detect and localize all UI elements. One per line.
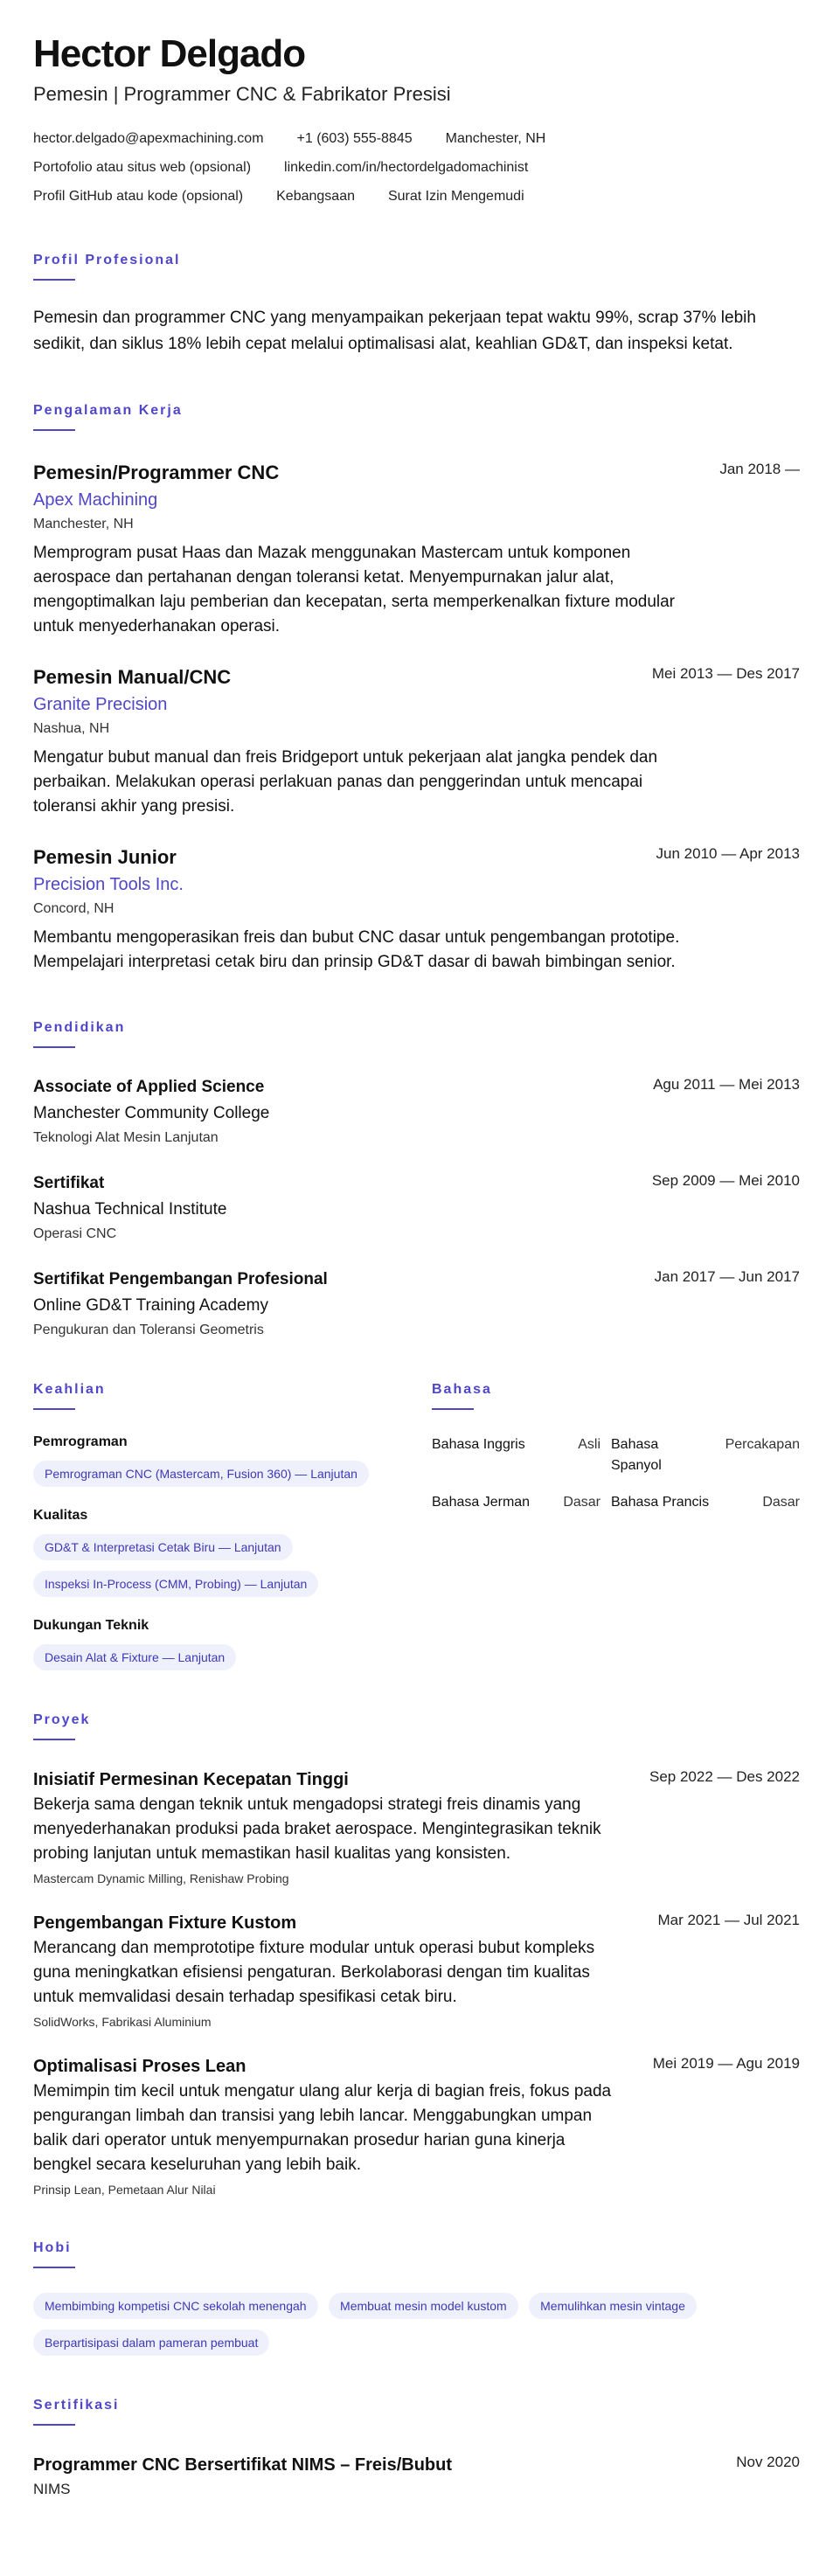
language-item bbox=[432, 1492, 611, 1513]
project-title: Inisiatif Permesinan Kecepatan Tinggi bbox=[33, 1770, 349, 1789]
project-entry bbox=[33, 1768, 800, 1887]
hobby-chip: Berpartisipasi dalam pameran pembuat bbox=[33, 2330, 269, 2356]
skill-chips bbox=[33, 1461, 432, 1487]
education-dates: Agu 2011 — Mei 2013 bbox=[653, 1076, 800, 1093]
language-name: Bahasa Prancis bbox=[611, 1495, 710, 1510]
job-entry bbox=[33, 845, 800, 975]
hobby-chips bbox=[33, 2282, 800, 2356]
language-level: Dasar bbox=[563, 1495, 600, 1510]
job-location: Nashua, NH bbox=[33, 721, 110, 736]
job-description: Membantu mengoperasikan freis dan bubut CNC dasar untuk pengembangan prototipe. Mempelajari interpretasi cetak biru dan prinsip GD&T dasar di bawah bimbingan senior. bbox=[33, 928, 680, 971]
education-field: Teknologi Alat Mesin Lanjutan bbox=[33, 1130, 219, 1145]
project-description: Merancang dan memprototipe fixture modular untuk operasi bubut kompleks guna meningkatkan efisiensi pengaturan. Berkolaborasi dengan tim kualitas untuk memvalidasi desain terhadap spesifikasi cetak biru. bbox=[33, 1939, 595, 2006]
education-dates: Jan 2017 — Jun 2017 bbox=[654, 1268, 800, 1285]
section-divider bbox=[33, 1046, 75, 1048]
hobbies-section bbox=[33, 2240, 800, 2356]
contact-email[interactable]: hector.delgado@apexmachining.com bbox=[33, 130, 264, 146]
contact-info bbox=[33, 124, 800, 211]
job-description: Mengatur bubut manual dan freis Bridgeport untuk pekerjaan alat jangka pendek dan perbaikan. Melakukan operasi perlakuan panas dan penggerindan untuk mencapai toleransi akhir yang presisi. bbox=[33, 748, 658, 816]
education-entry bbox=[33, 1268, 800, 1340]
education-school: Manchester Community College bbox=[33, 1104, 270, 1122]
projects-section bbox=[33, 1712, 800, 2198]
project-dates: Mei 2019 — Agu 2019 bbox=[652, 2055, 800, 2072]
project-technologies: Prinsip Lean, Pemetaan Alur Nilai bbox=[33, 2183, 216, 2197]
section-title-skills: Keahlian bbox=[33, 1382, 106, 1397]
contact-license: Surat Izin Mengemudi bbox=[387, 188, 524, 204]
summary-section bbox=[33, 253, 800, 358]
project-technologies: Mastercam Dynamic Milling, Renishaw Probing bbox=[33, 1871, 289, 1885]
section-divider bbox=[33, 279, 75, 281]
skill-chip: Inspeksi In-Process (CMM, Probing) — Lanjutan bbox=[33, 1571, 318, 1597]
language-name: Bahasa Inggris bbox=[432, 1437, 525, 1452]
section-title-projects: Proyek bbox=[33, 1712, 91, 1727]
section-title-certifications: Sertifikasi bbox=[33, 2398, 120, 2413]
skill-chip: Desain Alat & Fixture — Lanjutan bbox=[33, 1644, 236, 1670]
section-divider bbox=[432, 1408, 474, 1410]
skills-languages-row bbox=[33, 1382, 800, 1670]
hobby-chip: Membuat mesin model kustom bbox=[329, 2293, 518, 2319]
education-field: Operasi CNC bbox=[33, 1226, 117, 1241]
section-divider bbox=[33, 1739, 75, 1740]
certification-entry bbox=[33, 2454, 800, 2499]
certification-name: Programmer CNC Bersertifikat NIMS – Freis/Bubut bbox=[33, 2455, 453, 2475]
language-name: Bahasa Spanyol bbox=[611, 1437, 662, 1473]
section-divider bbox=[33, 1408, 75, 1410]
language-level: Asli bbox=[578, 1437, 600, 1452]
section-title-languages: Bahasa bbox=[432, 1382, 492, 1397]
job-description: Memprogram pusat Haas dan Mazak menggunakan Mastercam untuk komponen aerospace dan pertahanan dengan toleransi ketat. Menyempurnakan jalur alat, mengoptimalkan laju pemberian dan kecepatan, serta memperkenalkan fixture modular untuk menyederhanakan operasi. bbox=[33, 544, 676, 635]
languages-section bbox=[432, 1382, 800, 1670]
skill-category: Dukungan Teknik bbox=[33, 1618, 149, 1633]
job-dates: Jan 2018 — bbox=[719, 461, 800, 477]
language-level: Percakapan bbox=[725, 1437, 800, 1452]
job-dates: Jun 2010 — Apr 2013 bbox=[656, 845, 800, 862]
candidate-name: Hector Delgado bbox=[33, 32, 306, 75]
section-divider bbox=[33, 2267, 75, 2268]
language-item bbox=[611, 1492, 800, 1513]
skill-chips bbox=[33, 1644, 432, 1670]
section-divider bbox=[33, 2424, 75, 2426]
language-name: Bahasa Jerman bbox=[432, 1495, 531, 1510]
contact-linkedin[interactable]: linkedin.com/in/hectordelgadomachinist bbox=[284, 159, 529, 175]
project-description: Memimpin tim kecil untuk mengatur ulang alur kerja di bagian freis, fokus pada pengurangan limbah dan transisi yang lebih lancar. Menggabungkan umpan balik dari operator untuk menyempurnakan prosedur harian guna kinerja bengkel secara keseluruhan yang lebih baik. bbox=[33, 2082, 612, 2174]
resume-header bbox=[33, 33, 800, 211]
summary-text: Pemesin dan programmer CNC yang menyampaikan pekerjaan tepat waktu 99%, scrap 37% lebih sedikit, dan siklus 18% lebih cepat melalui optimalisasi alat, keahlian GD&T, dan inspeksi ketat. bbox=[33, 309, 756, 353]
project-dates: Mar 2021 — Jul 2021 bbox=[657, 1912, 800, 1928]
project-entry bbox=[33, 1912, 800, 2031]
project-description: Bekerja sama dengan teknik untuk mengadopsi strategi freis dinamis yang menyederhanakan produksi pada braket aerospace. Mengintegrasikan teknik probing lanjutan untuk memastikan hasil kualitas yang konsisten. bbox=[33, 1795, 601, 1863]
section-title-education: Pendidikan bbox=[33, 1020, 126, 1035]
skill-chips bbox=[33, 1534, 432, 1597]
candidate-headline: Pemesin | Programmer CNC & Fabrikator Presisi bbox=[33, 83, 451, 105]
contact-github[interactable]: Profil GitHub atau kode (opsional) bbox=[33, 188, 244, 204]
job-title: Pemesin/Programmer CNC bbox=[33, 462, 280, 483]
hobby-chip: Memulihkan mesin vintage bbox=[529, 2293, 697, 2319]
section-title-hobbies: Hobi bbox=[33, 2240, 72, 2255]
job-entry bbox=[33, 665, 800, 819]
job-company: Granite Precision bbox=[33, 695, 168, 714]
language-item bbox=[611, 1434, 800, 1476]
job-title: Pemesin Manual/CNC bbox=[33, 666, 232, 688]
skills-section bbox=[33, 1382, 432, 1670]
skill-chip: Pemrograman CNC (Mastercam, Fusion 360) — Lanjutan bbox=[33, 1461, 369, 1487]
job-entry bbox=[33, 461, 800, 639]
job-company: Precision Tools Inc. bbox=[33, 875, 184, 894]
job-company: Apex Machining bbox=[33, 490, 158, 510]
certification-issuer: NIMS bbox=[33, 2481, 71, 2497]
section-title-summary: Profil Profesional bbox=[33, 253, 181, 267]
education-field: Pengukuran dan Toleransi Geometris bbox=[33, 1323, 264, 1337]
education-section bbox=[33, 1020, 800, 1340]
contact-nationality: Kebangsaan bbox=[276, 188, 355, 204]
education-entry bbox=[33, 1076, 800, 1148]
skill-category: Kualitas bbox=[33, 1508, 88, 1523]
education-school: Nashua Technical Institute bbox=[33, 1200, 227, 1219]
education-dates: Sep 2009 — Mei 2010 bbox=[651, 1172, 800, 1189]
contact-location: Manchester, NH bbox=[445, 130, 546, 146]
project-technologies: SolidWorks, Fabrikasi Aluminium bbox=[33, 2015, 212, 2029]
section-divider bbox=[33, 429, 75, 431]
certification-date: Nov 2020 bbox=[736, 2454, 800, 2470]
project-entry bbox=[33, 2055, 800, 2198]
project-dates: Sep 2022 — Des 2022 bbox=[649, 1768, 800, 1785]
language-item bbox=[432, 1434, 611, 1476]
education-entry bbox=[33, 1172, 800, 1244]
contact-phone[interactable]: +1 (603) 555-8845 bbox=[296, 130, 413, 146]
job-title: Pemesin Junior bbox=[33, 846, 177, 868]
language-list bbox=[432, 1434, 800, 1513]
education-degree: Associate of Applied Science bbox=[33, 1078, 265, 1096]
skill-chip: GD&T & Interpretasi Cetak Biru — Lanjutan bbox=[33, 1534, 293, 1560]
job-location: Manchester, NH bbox=[33, 517, 134, 531]
job-location: Concord, NH bbox=[33, 901, 115, 916]
education-school: Online GD&T Training Academy bbox=[33, 1296, 268, 1315]
job-dates: Mei 2013 — Des 2017 bbox=[651, 665, 800, 682]
education-degree: Sertifikat bbox=[33, 1174, 105, 1192]
section-title-experience: Pengalaman Kerja bbox=[33, 403, 183, 418]
hobby-chip: Membimbing kompetisi CNC sekolah menengah bbox=[33, 2293, 318, 2319]
contact-portfolio[interactable]: Portofolio atau situs web (opsional) bbox=[33, 159, 252, 175]
project-title: Pengembangan Fixture Kustom bbox=[33, 1913, 297, 1933]
project-title: Optimalisasi Proses Lean bbox=[33, 2057, 246, 2076]
education-degree: Sertifikat Pengembangan Profesional bbox=[33, 1270, 328, 1288]
experience-section bbox=[33, 403, 800, 975]
skill-category: Pemrograman bbox=[33, 1434, 128, 1449]
certifications-section bbox=[33, 2398, 800, 2499]
language-level: Dasar bbox=[762, 1495, 800, 1510]
